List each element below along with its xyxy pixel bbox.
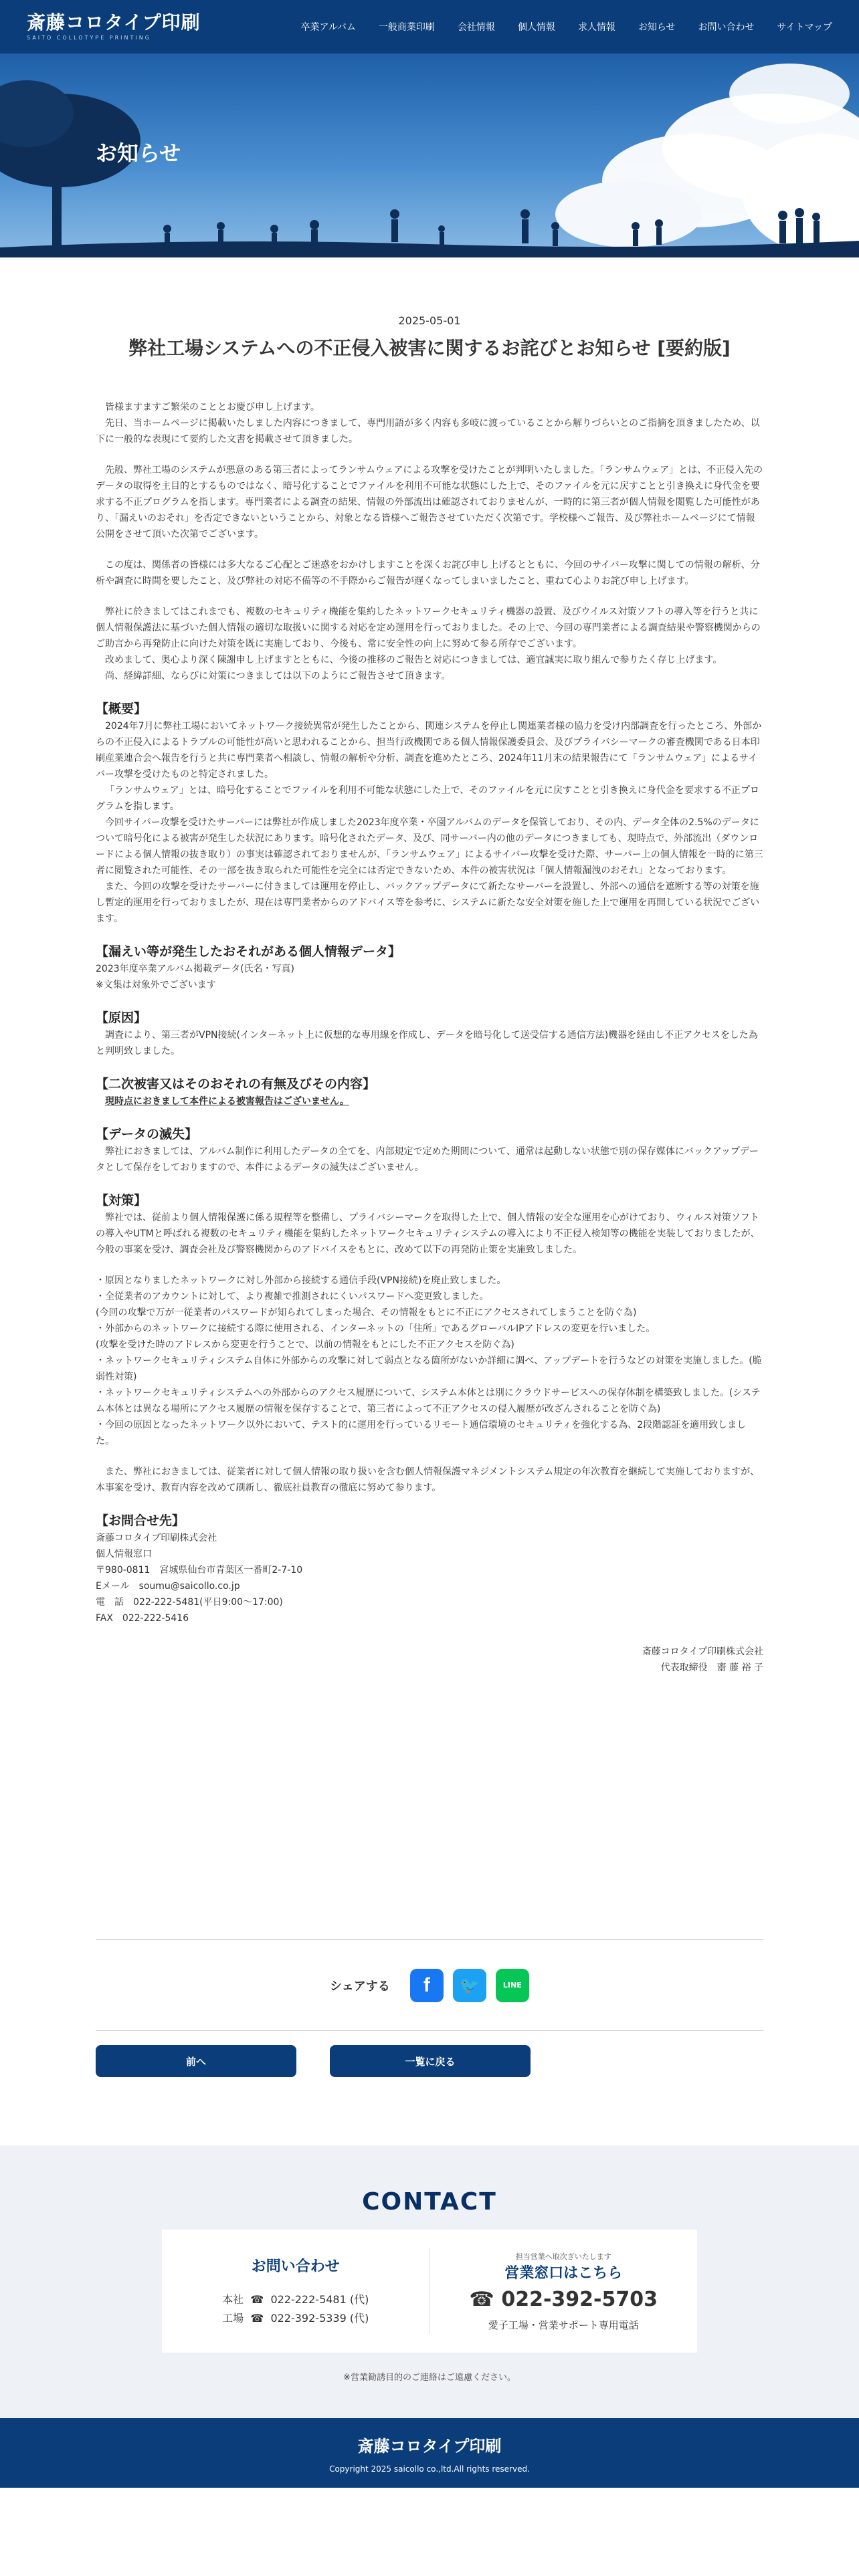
section-heading-measures: 【対策】 bbox=[96, 1193, 147, 1208]
contact-company: 斎藤コロタイプ印刷株式会社 bbox=[96, 1533, 217, 1543]
facebook-icon: f bbox=[423, 1973, 430, 1996]
intro-line-2: 先日、当ホームページに掲載いたしました内容につきまして、専門用語が多く内容も多岐に渡っていることから解りづらいとのご指摘を頂きましたため、以下に一般的な表現にて要約した文書を掲載させて頂きました。 bbox=[96, 418, 760, 445]
share-label: シェアする bbox=[330, 1979, 390, 1994]
sales-note: 担当営業へ取次ぎいたします bbox=[515, 2252, 611, 2261]
nav-news[interactable]: お知らせ bbox=[638, 22, 676, 33]
contact-note: ※営業勧誘目的のご連絡はご遠慮ください。 bbox=[343, 2373, 516, 2383]
measures-item: ・全従業者のアカウントに対して、より複雑で推測されにくいパスワードへ変更致しました。 bbox=[96, 1291, 489, 1302]
sales-tel: 022-392-5703 bbox=[501, 2287, 658, 2311]
nav-commercial[interactable]: 一般商業印刷 bbox=[378, 22, 435, 33]
section-heading-cause: 【原因】 bbox=[96, 1010, 147, 1025]
paragraph-apology: この度は、関係者の皆様には多大なるご心配とご迷惑をおかけしますことを深くお詫び申し上げるとともに、今回のサイバー攻撃に関しての情報の解析、分析や調査に時間を要したこと、及び弊社の対応不備等の不手際からご報告が遅くなってしまいましたこと、重ねて心よりお詫び申し上げます。 bbox=[96, 560, 760, 586]
article-date: 2025-05-01 bbox=[398, 314, 461, 327]
contact-fax: FAX 022-222-5416 bbox=[96, 1613, 189, 1624]
nav-company[interactable]: 会社情報 bbox=[457, 22, 495, 33]
contact-section bbox=[0, 2145, 859, 2418]
divider bbox=[96, 2030, 763, 2031]
secondary-text: 現時点におきまして本件による被害報告はございません。 bbox=[105, 1096, 349, 1107]
measures-item: ・ネットワークセキュリティシステム自体に外部からの攻撃に対して弱点となる箇所がないか詳細に調べ、アップデートを行うなどの対策を実施しました。(脆弱性対策) bbox=[96, 1356, 762, 1382]
share-section bbox=[96, 1939, 763, 2031]
paragraph-incident: 先般、弊社工場のシステムが悪意のある第三者によってランサムウェアによる攻撃を受けたことが判明いたしました。「ランサムウェア」とは、不正侵入先のデータの取得を主目的とするものではなく、暗号化することでファイルを利用不可能な状態にした上で、そのファイルを元に戻すことと引き換えに身代金を要求する不正プログラムを指します。専門業者による調査の結果、情報の外部流出は確認されておりませんが、一時的に第三者が個人情報を閲覧した可能性があり、「漏えいのおそれ」を否定できないということから、対象となる皆様へご報告させていただく次第です。学校様へご報告、及び弊社ホームページにて情報公開をさせて頂いた次第でございます。 bbox=[96, 465, 763, 540]
main-office-phone[interactable] bbox=[222, 2290, 369, 2309]
section-heading-secondary: 【二次被害又はそのおそれの有無及びその内容】 bbox=[96, 1077, 376, 1091]
sales-phone[interactable] bbox=[470, 2288, 658, 2311]
contact-phone: 電 話 022-222-5481(平日9:00〜17:00) bbox=[96, 1597, 283, 1608]
signature bbox=[96, 1644, 763, 1676]
inquiry-column bbox=[162, 2230, 430, 2353]
overview-text-2: 「ランサムウェア」とは、暗号化することでファイルを利用不可能な状態にした上で、そのファイルを元に戻すことと引き換えに身代金を要求する不正プログラムを指します。 bbox=[96, 785, 759, 812]
line-icon: LINE bbox=[502, 1981, 522, 1990]
measures-item: (攻撃を受けた時のアドレスから変更を行うことで、以前の情報をもとにした不正アクセスを防ぐ為) bbox=[96, 1339, 514, 1350]
facebook-share-button[interactable] bbox=[410, 1969, 444, 2002]
news-article bbox=[96, 314, 763, 1676]
section-heading-overview: 【概要】 bbox=[96, 702, 147, 716]
sales-title: 営業窓口はこちら bbox=[504, 2264, 623, 2282]
copyright: Copyright 2025 saicollo co.,ltd.All rights reserved. bbox=[329, 2464, 530, 2474]
phone-icon: ☎ bbox=[247, 2311, 268, 2325]
logo-text: 斎藤コロタイプ印刷 bbox=[27, 11, 201, 33]
measures-text: 弊社では、従前より個人情報保護に係る規程等を整備し、プライバシーマークを取得した上で、個人情報の安全な運用を心がけており、ウィルス対策ソフトの導入やUTMと呼ばれる複数のセキュリティ機能を集約したネットワークセキュリティシステムの導入により不正侵入検知等の機能を実装しておりましたが、今般の事案を受け、調査会社及び警察機関からのアドバイスをもとに、改めて以下の再発防止策を実施致しました。 bbox=[96, 1212, 760, 1255]
overview-text-3: 今回サイバー攻撃を受けたサーバーには弊社が作成しました2023年度卒業・卒園アルバムのデータを保管しており、その内、データ全体の2.5%のデータについて暗号化による被害が発生した状況にあります。暗号化されたデータ、及び、同サーバー内の他のデータにつきましても、現時点で、外部流出（ダウンロードによる個人情報の抜き取り）の事実は確認されておりませんが、「ランサムウェア」によるサイバー攻撃を受けた際、サーバー上の個人情報を一時的に第三者に閲覧された可能性、その一部を抜き取られた可能性を完全には否定できないため、本件の被害状況は「個人情報漏洩のおそれ」となっております。 bbox=[96, 817, 763, 876]
contact-email: Eメール soumu@saicollo.co.jp bbox=[96, 1581, 240, 1592]
measures-closing: また、弊社におきましては、従業者に対して個人情報の取り扱いを含む個人情報保護マネジメントシステム規定の年次教育を継続して実施しておりますが、本事案を受け、教育内容を改めて刷新し、徹底社員教育の徹底に努めて参ります。 bbox=[96, 1467, 760, 1493]
nav-albums[interactable]: 卒業アルバム bbox=[300, 22, 356, 33]
twitter-icon: 🐦 bbox=[459, 1975, 480, 1995]
section-heading-contact: 【お問合せ先】 bbox=[96, 1513, 185, 1528]
article-title: 弊社工場システムへの不正侵入被害に関するお詫びとお知らせ [要約版] bbox=[128, 337, 731, 359]
site-header bbox=[0, 0, 859, 53]
data-loss-text: 弊社におきましては、アルバム制作に利用したデータの全てを、内部規定で定めた期間について、通常は起動しない状態で別の保存媒体にバックアップデータとして保存をしておりますので、本件によるデータの滅失はございません。 bbox=[96, 1146, 759, 1173]
nav-sitemap[interactable]: サイトマップ bbox=[777, 22, 832, 33]
logo-subtext: SAITO COLLOTYPE PRINTING bbox=[27, 34, 151, 41]
phone-icon: ☎ bbox=[247, 2292, 268, 2306]
contact-address: 〒980-0811 宮城県仙台市青葉区一番町2-7-10 bbox=[96, 1565, 303, 1576]
contact-box bbox=[162, 2230, 697, 2353]
main-office-label: 本社 bbox=[222, 2292, 244, 2306]
section-heading-data-loss: 【データの滅失】 bbox=[96, 1127, 198, 1142]
factory-label: 工場 bbox=[222, 2311, 244, 2325]
inquiry-title: お問い合わせ bbox=[251, 2258, 340, 2275]
main-office-tel: 022-222-5481 (代) bbox=[270, 2292, 369, 2306]
paragraph-measures-3: 尚、経緯詳細、ならびに対策につきましては以下のようにご報告させて頂きます。 bbox=[105, 671, 451, 681]
data-text-1: 2023年度卒業アルバム掲載データ(氏名・写真) bbox=[96, 964, 295, 974]
sales-sub: 愛子工場・営業サポート専用電話 bbox=[488, 2319, 639, 2331]
nav-contact[interactable]: お問い合わせ bbox=[698, 22, 755, 33]
overview-text-1: 2024年7月に弊社工場においてネットワーク接続異常が発生したことから、関連システムを停止し関連業者様の協力を受け内部調査を行ったところ、外部からの不正侵入によるトラブルの可能性が高いと思われることから、担当行政機関である個人情報保護委員会、及びプライバシーマークの審査機関である日本印刷産業連合会へ報告を行うと共に専門業者へ相談し、情報の解析や分析、調査を進めたところ、2024年11月末の結果報告にて「ランサムウェア」によるサイバー攻撃を受けたものと特定されました。 bbox=[96, 721, 762, 780]
line-share-button[interactable] bbox=[496, 1969, 529, 2002]
paragraph-measures-2: 改めまして、奥心より深く陳謝申し上げますとともに、今後の推移のご報告と対応につきましては、適宜誠実に取り組んで参りたく存じ上げます。 bbox=[105, 655, 723, 665]
prev-button[interactable]: 前へ bbox=[96, 2045, 296, 2077]
pagination bbox=[96, 2045, 531, 2077]
data-text-2: ※文集は対象外でございます bbox=[96, 980, 216, 990]
signature-ceo: 代表取締役 齋 藤 裕 子 bbox=[660, 1662, 763, 1673]
intro-line-1: 皆様ますますご繁栄のこととお慶び申し上げます。 bbox=[105, 402, 320, 413]
measures-item: (今回の攻撃で万が一従業者のパスワードが知られてしまった場合、その情報をもとに不正にアクセスされてしまうことを防ぐ為) bbox=[96, 1307, 637, 1318]
measures-item: ・原因となりましたネットワークに対し外部から接続する通信手段(VPN接続)を廃止致しました。 bbox=[96, 1275, 506, 1286]
section-heading-data: 【漏えい等が発生したおそれがある個人情報データ】 bbox=[96, 944, 401, 959]
hero-banner bbox=[0, 53, 859, 257]
phone-icon: ☎ bbox=[469, 2287, 502, 2311]
contact-desk: 個人情報窓口 bbox=[96, 1549, 152, 1560]
main-nav bbox=[300, 20, 832, 33]
twitter-share-button[interactable] bbox=[453, 1969, 486, 2002]
contact-heading: CONTACT bbox=[362, 2188, 497, 2216]
sales-column bbox=[430, 2230, 698, 2353]
cause-text: 調査により、第三者がVPN接続(インターネット上に仮想的な専用線を作成し、データを暗号化して送受信する通信方法)機器を経由し不正アクセスをした為と判明致しました。 bbox=[96, 1030, 758, 1057]
page-title: お知らせ bbox=[96, 140, 181, 166]
measures-item: ・今回の原因となったネットワーク以外において、テスト的に運用を行っているリモート通信環境のセキュリティを強化する為、2段階認証を適用致しました。 bbox=[96, 1420, 747, 1446]
nav-privacy[interactable]: 個人情報 bbox=[517, 22, 555, 33]
footer-logo[interactable]: 斎藤コロタイプ印刷 bbox=[357, 2437, 502, 2456]
logo[interactable] bbox=[27, 13, 201, 41]
paragraph-measures: 弊社に於きましてはこれまでも、複数のセキュリティ機能を集約したネットワークセキュリティ機器の設置、及びウイルス対策ソフトの導入等を行うと共に個人情報保護法に基づいた個人情報の適切な取扱いに関する対応を定め運用を行っておりました。その上で、今回の専門業者による調査結果や警察機関からのご助言から再発防止に向けた対策を既に実施しており、今後も、常に安全性の向上に努めて参る所存でございます。 bbox=[96, 607, 761, 649]
site-footer bbox=[0, 2418, 859, 2488]
nav-recruit[interactable]: 求人情報 bbox=[577, 22, 615, 33]
factory-phone[interactable] bbox=[222, 2309, 369, 2328]
overview-text-4: また、今回の攻撃を受けたサーバーに付きましては運用を停止し、バックアップデータにて新たなサーバーを設置し、外部への通信を遮断する等の対策を施し暫定的運用を行っておりましたが、現在は専門業者からのアドバイス等を参考に、システムに新たな安全対策を施した上で運用を再開している状況でございます。 bbox=[96, 881, 760, 924]
back-to-list-button[interactable]: 一覧に戻る bbox=[330, 2045, 531, 2077]
factory-tel: 022-392-5339 (代) bbox=[270, 2311, 369, 2325]
measures-item: ・外部からのネットワークに接続する際に使用される、インターネットの「住所」であるグローバルIPアドレスの変更を行いました。 bbox=[96, 1323, 656, 1334]
measures-item: ・ネットワークセキュリティシステムへの外部からのアクセス履歴について、システム本体とは別にクラウドサービスへの保存体制を構築致しました。(システム本体とは異なる場所にアクセス履歴の情報を保存することで、第三者によって不正アクセスの侵入履歴が改ざんされることを防ぐ為) bbox=[96, 1388, 761, 1414]
signature-company: 斎藤コロタイプ印刷株式会社 bbox=[642, 1646, 763, 1657]
